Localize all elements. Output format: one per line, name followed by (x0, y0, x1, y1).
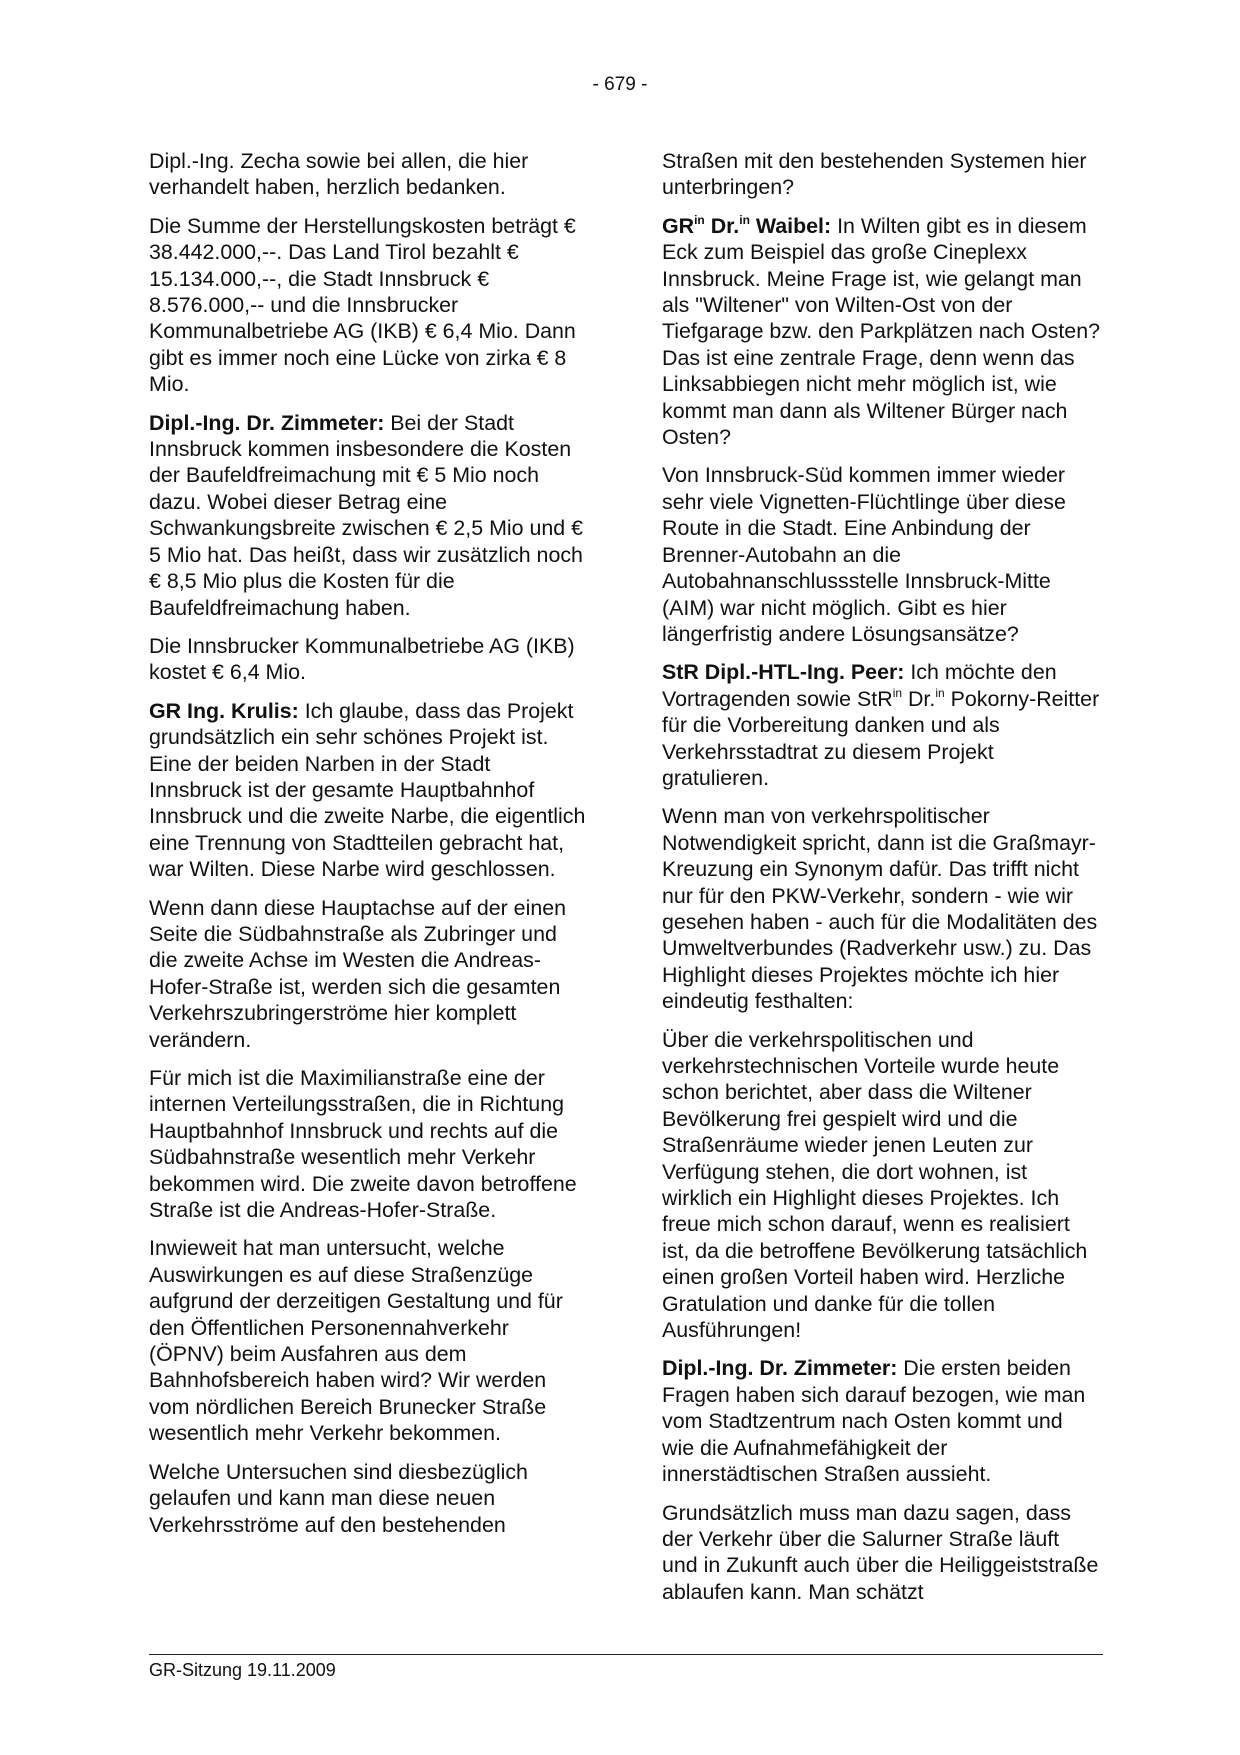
speech-text: Bei der Stadt Innsbruck kommen insbesondere die Kosten der Baufeldfreimachung mit € 5 Mio noch dazu. Wobei dieser Betrag eine Schwankungsbreite zwischen € 2,5 Mio und € 5 Mio hat. Das heißt, dass wir zusätzlich noch € 8,5 Mio plus die Kosten für die Baufeldfreimachung haben. (149, 410, 584, 620)
right-column (662, 148, 1100, 1617)
speech-text: In Wilten gibt es in diesem Eck zum Beispiel das große Cineplexx Innsbruck. Meine Frage ist, wie gelangt man als "Wiltener" von Wilten-Ost von der Tiefgarage bzw. den Parkplätzen nach Osten? Das ist eine zentrale Frage, denn wenn das Linksabbiegen nicht mehr möglich ist, wie kommt man dann als Wiltener Bürger nach Osten? (662, 213, 1100, 450)
paragraph: Dipl.-Ing. Zecha sowie bei allen, die hier verhandelt haben, herzlich bedanken. (149, 149, 529, 200)
paragraph (662, 1355, 1100, 1487)
paragraph: Welche Untersuchen sind diesbezüglich gelaufen und kann man diese neuen Verkehrsströme auf den bestehenden (149, 1459, 528, 1537)
paragraph (149, 410, 587, 621)
footer-divider (149, 1654, 1103, 1655)
speaker-name: Dipl.-Ing. Dr. Zimmeter: (662, 1356, 898, 1381)
paragraph: Die Innsbrucker Kommunalbetriebe AG (IKB) kostet € 6,4 Mio. (149, 633, 575, 685)
speaker-name: StR Dipl.-HTL-Ing. Peer: (662, 660, 905, 685)
left-column (149, 148, 587, 1550)
page-number: - 679 - (592, 74, 648, 95)
paragraph: Inwieweit hat man untersucht, welche Auswirkungen es auf diese Straßenzüge aufgrund der derzeitigen Gestaltung und für den Öffentlichen Personennahverkehr (ÖPNV) beim Ausfahren aus dem Bahnhofsbereich haben wird? Wir werden vom nördlichen Bereich Brunecker Straße wesentlich mehr Verkehr bekommen. (149, 1236, 563, 1446)
paragraph: Die Summe der Herstellungskosten beträgt € 38.442.000,--. Das Land Tirol bezahlt € 15.134.000,--, die Stadt Innsbruck € 8.576.000,-- und die Innsbrucker Kommunalbetriebe AG (IKB) € 6,4 Mio. Dann gibt es immer noch eine Lücke von zirka € 8 Mio. (149, 213, 576, 397)
speaker-name: GR Ing. Krulis: (149, 698, 299, 723)
paragraph (149, 698, 587, 883)
speaker-name: $GR^{in}$ Dr.$^{in}$ Waibel: (662, 212, 832, 238)
footer-text: GR-Sitzung 19.11.2009 (149, 1660, 336, 1680)
paragraph: Von Innsbruck-Süd kommen immer wieder sehr viele Vignetten-Flüchtlinge über diese Route in die Stadt. Eine Anbindung der Brenner-Autobahn an die Autobahnanschlussstelle Innsbruck-Mitte (AIM) war nicht möglich. Gibt es hier längerfristig andere Lösungsansätze? (662, 463, 1066, 646)
speech-text: Ich möchte den Vortragenden sowie StR$^{in}$ Dr.$^{in}$ Pokorny-Reitter für die Vorbereitung danken und als Verkehrsstadtrat zu diesem Projekt gratulieren. (662, 660, 1100, 790)
speech-text: Die ersten beiden Fragen haben sich darauf bezogen, wie man vom Stadtzentrum nach Osten kommt und wie die Aufnahmefähigkeit der innerstädtischen Straßen aussieht. (662, 1356, 1086, 1487)
paragraph: Wenn dann diese Hauptachse auf der einen Seite die Südbahnstraße als Zubringer und die zweite Achse im Westen die Andreas-Hofer-Straße ist, werden sich die gesamten Verkehrszubringerströme hier komplett verändern. (149, 895, 567, 1052)
paragraph: Für mich ist die Maximilianstraße eine der internen Verteilungsstraßen, die in Richtung Hauptbahnhof Innsbruck und rechts auf die Südbahnstraße wesentlich mehr Verkehr bekommen wird. Die zweite davon betroffene Straße ist die Andreas-Hofer-Straße. (149, 1066, 577, 1223)
paragraph: Wenn man von verkehrspolitischer Notwendigkeit spricht, dann ist die Graßmayr-Kreuzung ein Synonym dafür. Das trifft nicht nur für den PKW-Verkehr, sondern - wie wir gesehen haben - auch für die Modalitäten des Umweltverbundes (Radverkehr usw.) zu. Das Highlight dieses Projektes möchte ich hier eindeutig festhalten: (662, 804, 1098, 1014)
paragraph: Über die verkehrspolitischen und verkehrstechnischen Vorteile wurde heute schon berichtet, aber dass die Wiltener Bevölkerung frei gespielt wird und die Straßenräume wieder jenen Leuten zur Verfügung stehen, die dort wohnen, ist wirklich ein Highlight dieses Projektes. Ich freue mich schon darauf, wenn es realisiert ist, da die betroffene Bevölkerung tatsächlich einen großen Vorteil haben wird. Herzliche Gratulation und danke für die tollen Ausführungen! (662, 1027, 1088, 1343)
paragraph: Straßen mit den bestehenden Systemen hier unterbringen? (662, 149, 1087, 200)
speech-text: Ich glaube, dass das Projekt grundsätzlich ein sehr schönes Projekt ist. Eine der beiden Narben in der Stadt Innsbruck ist der gesamte Hauptbahnhof Innsbruck und die zweite Narbe, die eigentlich eine Trennung von Stadtteilen gebracht hat, war Wilten. Diese Narbe wird geschlossen. (149, 698, 586, 882)
paragraph (662, 213, 1100, 451)
paragraph (662, 659, 1100, 791)
paragraph: Grundsätzlich muss man dazu sagen, dass der Verkehr über die Salurner Straße läuft und in Zukunft auch über die Heiliggeiststraße ablaufen kann. Man schätzt (662, 1500, 1099, 1604)
speaker-name: Dipl.-Ing. Dr. Zimmeter: (149, 410, 385, 435)
